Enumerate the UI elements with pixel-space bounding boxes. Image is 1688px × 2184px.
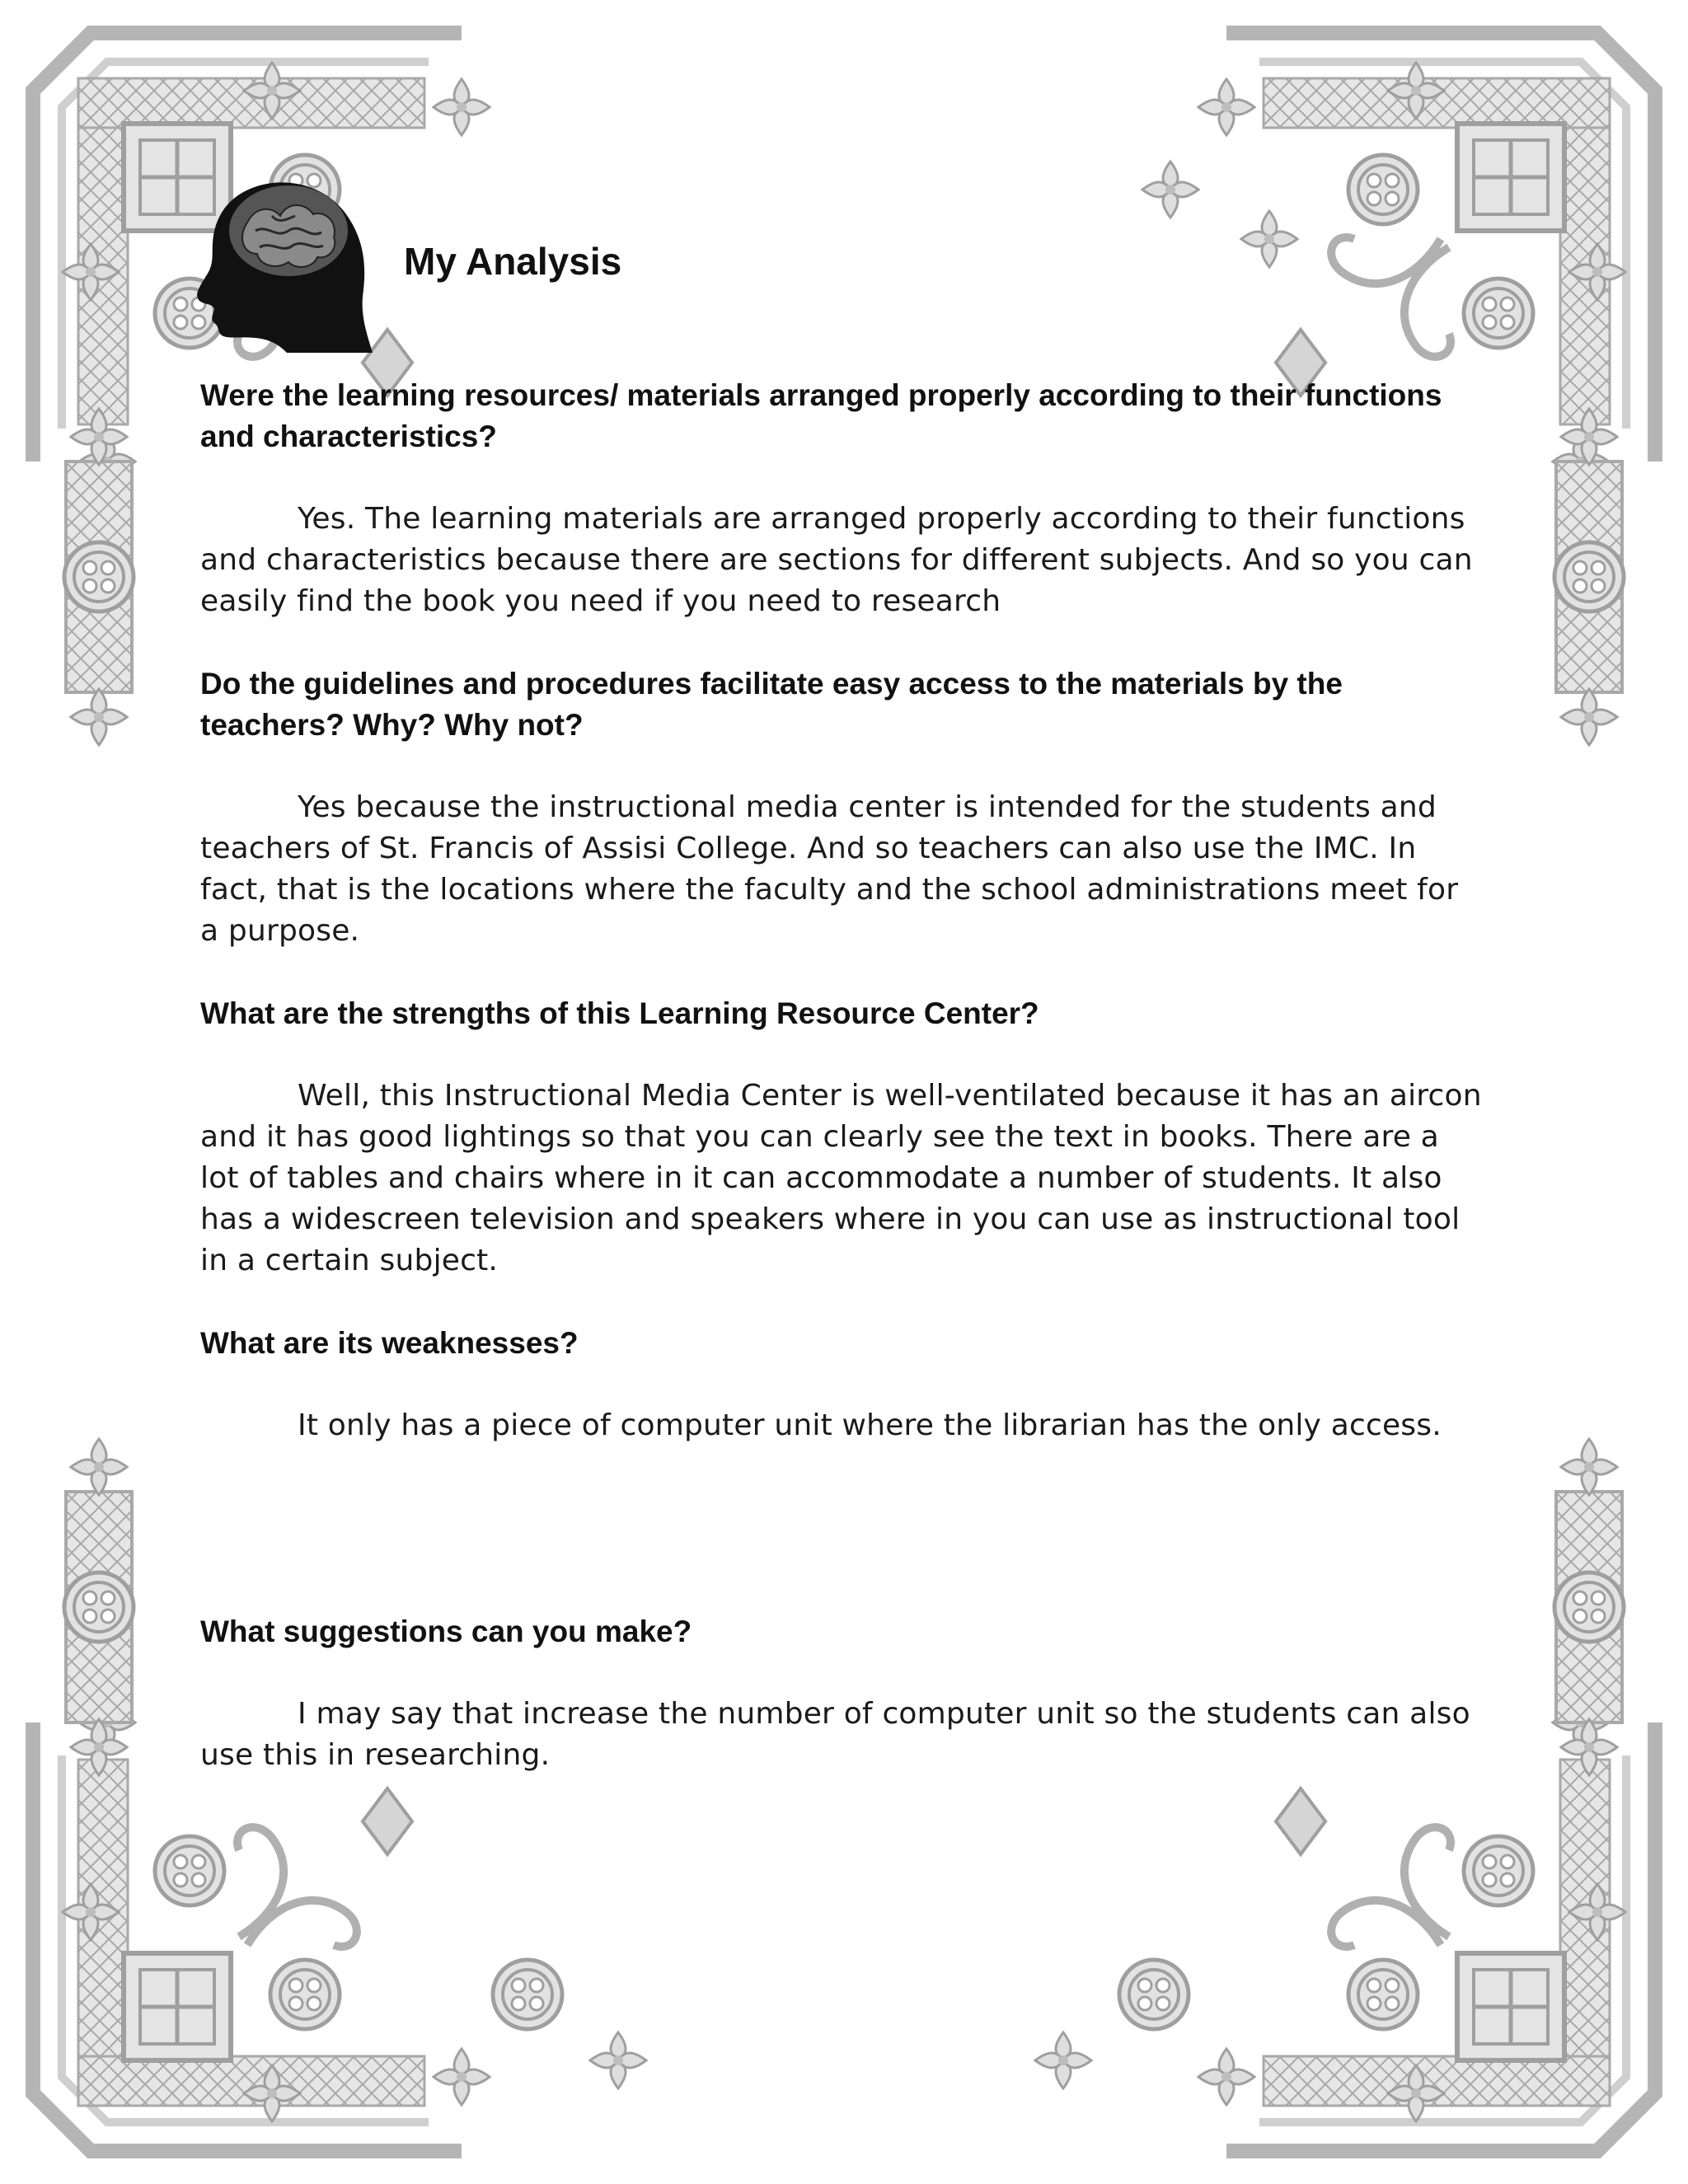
brain-head-icon	[190, 165, 379, 354]
question-3: What are the strengths of this Learning Resource Center?	[200, 996, 1039, 1030]
question-1: Were the learning resources/ materials arranged properly according to their functions and characteristics?	[200, 378, 1442, 453]
answer-2: Yes because the instructional media center is intended for the students and teachers of St. Francis of Assisi College. And so teachers can also use the IMC. In fact, that is the locations where the faculty and the school administrations meet for a purpose.	[200, 790, 1459, 948]
question-5: What suggestions can you make?	[200, 1615, 692, 1648]
answer-1: Yes. The learning materials are arranged properly according to their functions and characteristics because there are sections for different subjects. And so you can easily find the book you need if you need to research	[200, 502, 1473, 618]
page-title: My Analysis	[404, 240, 622, 283]
question-2: Do the guidelines and procedures facilitate easy access to the materials by the teachers? Why? Why not?	[200, 667, 1343, 742]
answer-4: It only has a piece of computer unit where the librarian has the only access.	[298, 1408, 1442, 1442]
answer-5: I may say that increase the number of computer unit so the students can also use this in researching.	[200, 1697, 1470, 1772]
analysis-content	[200, 375, 1486, 1776]
question-4: What are its weaknesses?	[200, 1326, 579, 1360]
answer-3: Well, this Instructional Media Center is well-ventilated because it has an aircon and it has good lightings so that you can clearly see the text in books. There are a lot of tables and chairs where in it can accommodate a number of students. It also has a widescreen television and speakers where in you can use as instructional tool in a certain subject.	[200, 1079, 1482, 1277]
